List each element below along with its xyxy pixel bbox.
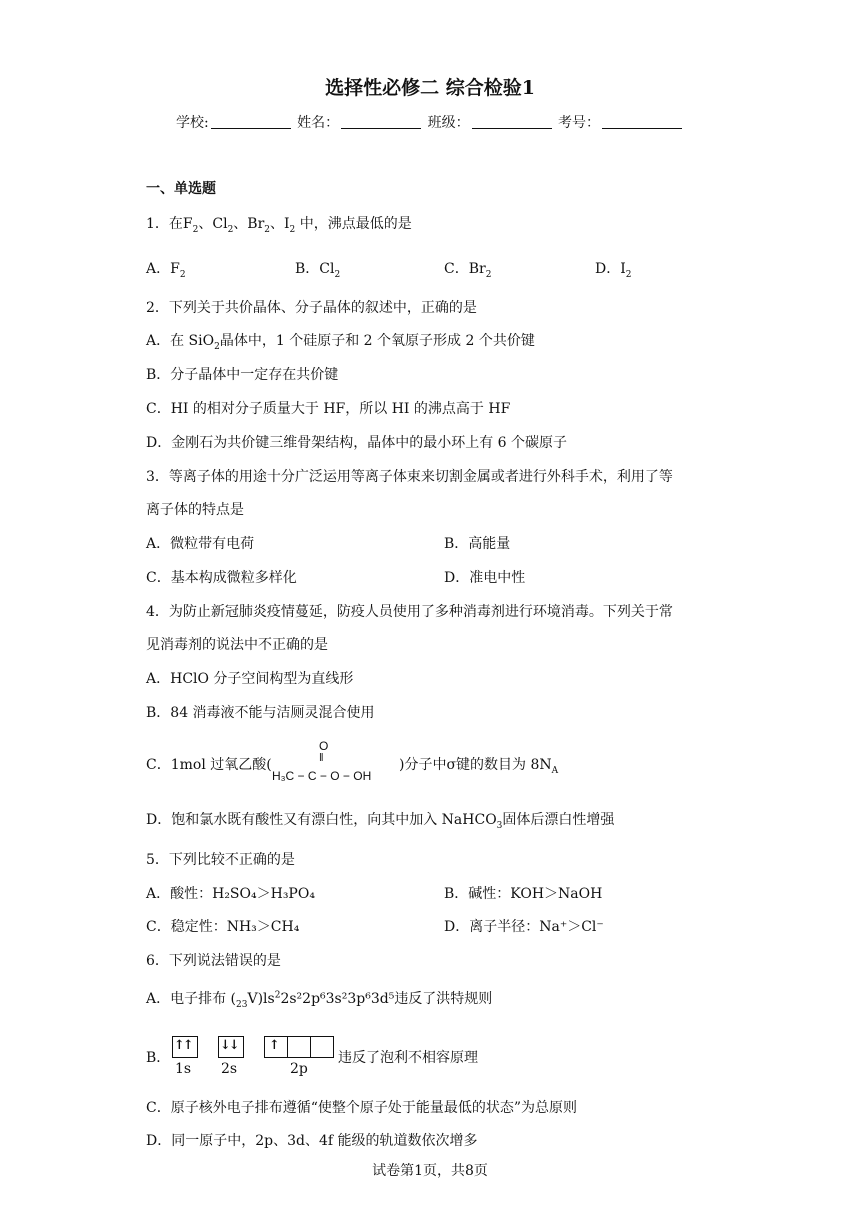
question-4-stem-line2: 见消毒剂的说法中不正确的是 (146, 637, 328, 653)
question-4-option-b: B．84 消毒液不能与洁厕灵混合使用 (146, 705, 375, 721)
molecule-chain: H₃C − C − O − OH (272, 769, 372, 783)
question-1-option-b: B．$Cl_2$ (295, 261, 341, 280)
down-down-arrows-icon: ↓↓ (220, 1038, 238, 1053)
question-1-option-a: A．$F_2$ (146, 261, 186, 280)
question-3-option-c: C．基本构成微粒多样化 (146, 570, 297, 586)
question-6-option-b-letter: B． (146, 1050, 171, 1066)
orbital-2p-box-3 (310, 1036, 334, 1058)
label-2p: 2p (290, 1061, 308, 1077)
carbonyl-oxygen: O (319, 739, 329, 753)
question-2-option-a: A．在 SiO$_2$晶体中，1 个硅原子和 2 个氧原子形成 2 个共价键 (146, 333, 535, 352)
question-4-option-c-pre: C．1mol 过氧乙酸( (146, 757, 272, 773)
page-title: 选择性必修二 综合检验1 (325, 77, 535, 99)
question-6-option-c: C．原子核外电子排布遵循“使整个原子处于能量最低的状态”为总原则 (146, 1100, 578, 1116)
double-bond: ‖ (319, 752, 324, 764)
school-label: 学校: (175, 115, 209, 131)
question-5-option-d: D．离子半径：Na⁺＞Cl⁻ (444, 919, 604, 935)
question-3-option-b: B．高能量 (444, 536, 511, 552)
question-3-stem-line1: 3．等离子体的用途十分广泛运用等离子体束来切割金属或者进行外科手术，利用了等 (146, 469, 673, 485)
question-2-option-d: D．金刚石为共价键三维骨架结构，晶体中的最小环上有 6 个碳原子 (146, 435, 568, 451)
question-1-stem: 1．在$F_2$、$Cl_2$、$Br_2$、$I_2$ 中，沸点最低的是 (146, 216, 412, 235)
question-2-option-b: B．分子晶体中一定存在共价键 (146, 367, 339, 383)
question-4-option-d: D．饱和氯水既有酸性又有漂白性，向其中加入 NaHCO$_3$固体后漂白性增强 (146, 812, 615, 831)
question-1-option-c: C．$Br_2$ (444, 261, 492, 280)
orbital-2p-box-2 (287, 1036, 311, 1058)
page-footer: 试卷第1页，共8页 (372, 1163, 488, 1179)
question-6-option-b-text: 违反了泡利不相容原理 (338, 1050, 478, 1066)
question-4-stem-line1: 4．为防止新冠肺炎疫情蔓延，防疫人员使用了多种消毒剂进行环境消毒。下列关于常 (146, 604, 673, 620)
question-5-option-c: C．稳定性：NH₃＞CH₄ (146, 919, 300, 935)
class-blank (472, 114, 552, 129)
question-1-option-d: D．$I_2$ (595, 261, 632, 280)
question-4-option-c-post: )分子中σ键的数目为 $8N_A$ (399, 757, 559, 776)
question-2-option-c: C．HI 的相对分子质量大于 HF，所以 HI 的沸点高于 HF (146, 401, 511, 417)
school-blank (211, 114, 291, 129)
name-label: 姓名： (297, 115, 340, 131)
exam-no-blank (602, 114, 682, 129)
up-arrow-icon: ↑ (269, 1038, 280, 1053)
question-6-option-a: A．电子排布 $(_{23}V)ls^22s^22p^63s^23p^63d^5$违反了洪特规则 (146, 990, 493, 1010)
question-6-stem: 6．下列说法错误的是 (146, 953, 281, 969)
class-label: 班级： (427, 115, 470, 131)
question-4-option-a: A．HClO 分子空间构型为直线形 (146, 671, 354, 687)
question-5-option-a: A．酸性：H₂SO₄＞H₃PO₄ (146, 886, 315, 902)
student-info-line (0, 114, 860, 132)
up-up-arrows-icon: ↑↑ (174, 1038, 192, 1053)
label-1s: 1s (175, 1061, 192, 1077)
question-3-option-d: D．准电中性 (444, 570, 526, 586)
question-2-stem: 2．下列关于共价晶体、分子晶体的叙述中，正确的是 (146, 300, 477, 316)
label-2s: 2s (221, 1061, 238, 1077)
section-title: 一、单选题 (146, 181, 216, 197)
question-5-stem: 5．下列比较不正确的是 (146, 852, 295, 868)
question-5-option-b: B．碱性：KOH＞NaOH (444, 886, 603, 902)
exam-no-label: 考号： (558, 115, 601, 131)
name-blank (341, 114, 421, 129)
question-6-option-d: D．同一原子中，2p、3d、4f 能级的轨道数依次增多 (146, 1133, 478, 1149)
question-3-option-a: A．微粒带有电荷 (146, 536, 255, 552)
question-3-stem-line2: 离子体的特点是 (146, 502, 244, 518)
